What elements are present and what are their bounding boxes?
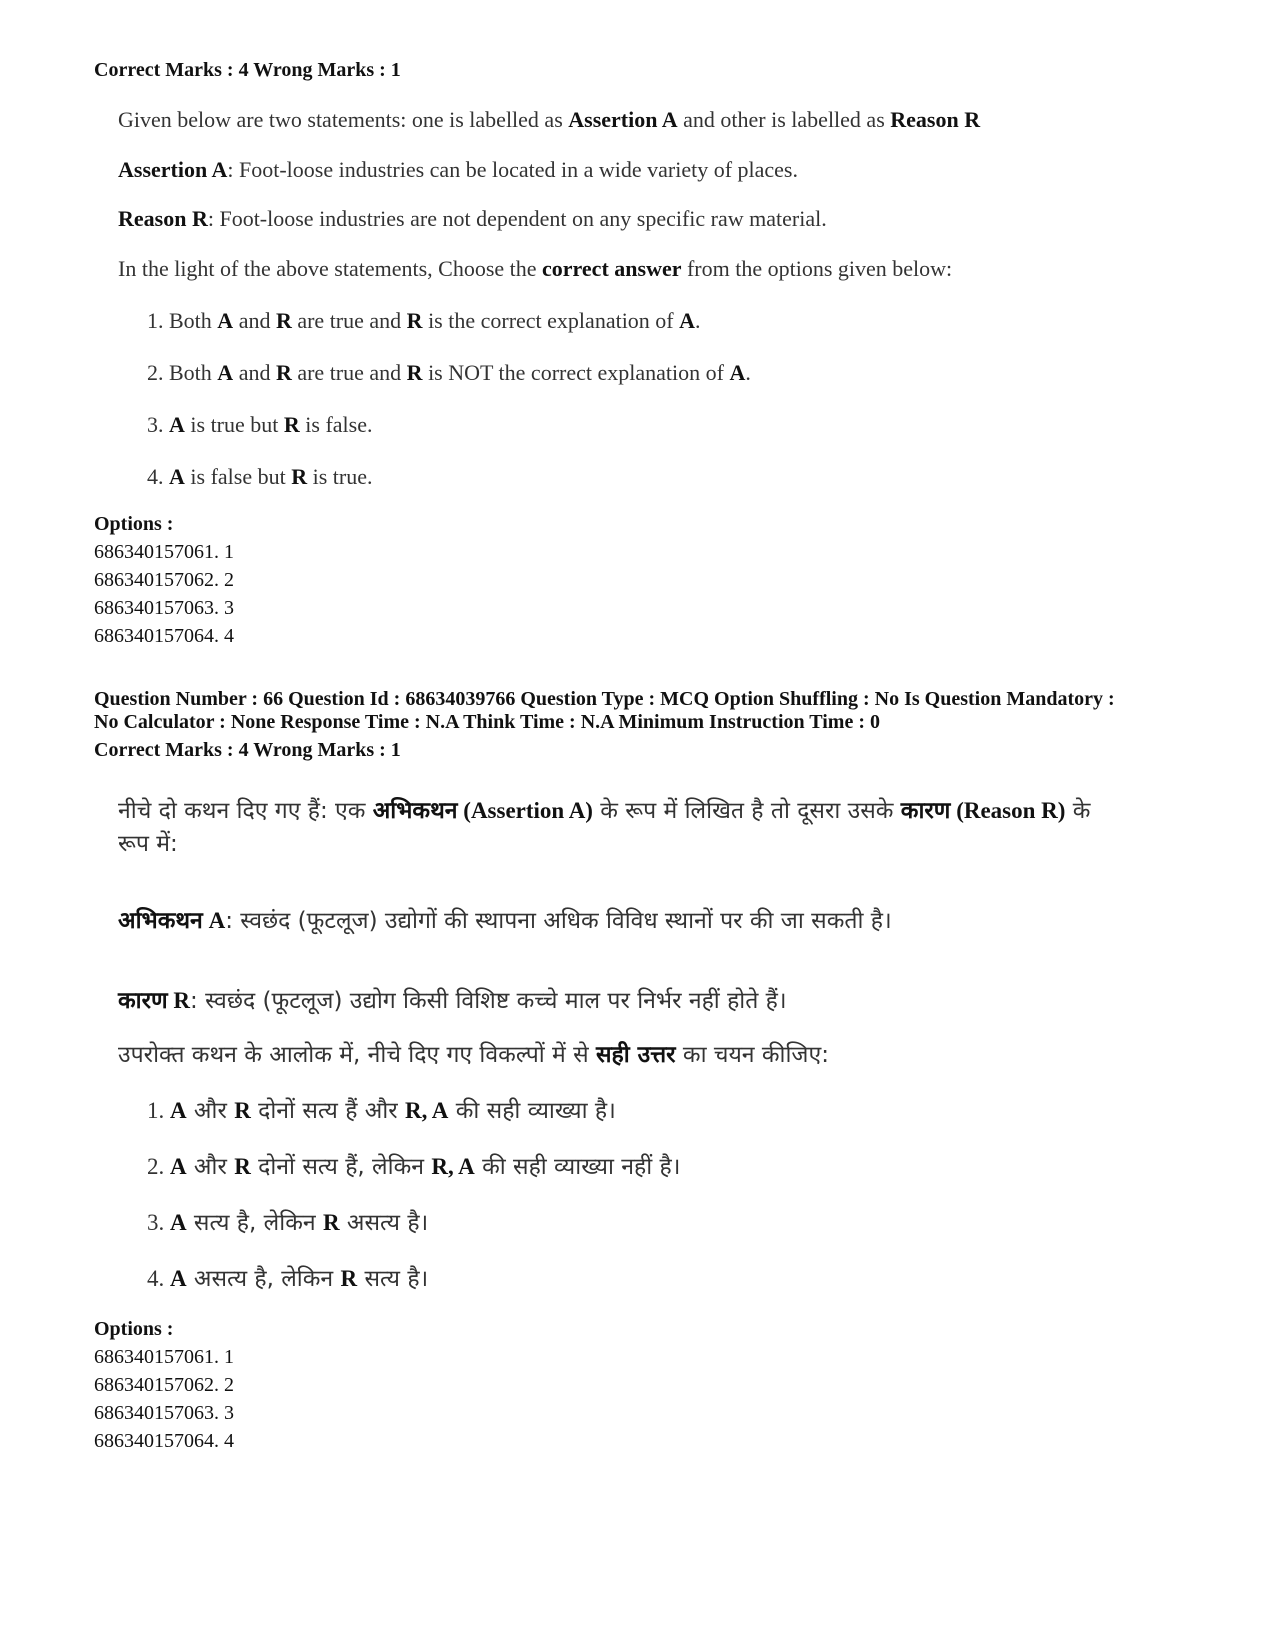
q66-instruction: उपरोक्त कथन के आलोक में, नीचे दिए गए विकल्पों में से सही उत्तर का चयन कीजिए: xyxy=(118,1042,829,1068)
q66-choice-1: 1. A और R दोनों सत्य हैं और R, A की सही व्याख्या है। xyxy=(147,1098,616,1124)
q65-marks: Correct Marks : 4 Wrong Marks : 1 xyxy=(94,59,401,81)
q66-header-line-1: Question Number : 66 Question Id : 68634039766 Question Type : MCQ Option Shuffling : No Is Question Mandatory : xyxy=(94,688,1115,710)
q66-choice-4: 4. A असत्य है, लेकिन R सत्य है। xyxy=(147,1266,429,1292)
q65-choice-4: 4. A is false but R is true. xyxy=(147,464,373,489)
q66-choice-2: 2. A और R दोनों सत्य हैं, लेकिन R, A की सही व्याख्या नहीं है। xyxy=(147,1154,681,1180)
q65-option-1: 686340157061. 1 xyxy=(94,541,234,563)
q65-reason: Reason R: Foot-loose industries are not dependent on any specific raw material. xyxy=(118,206,827,231)
q65-intro: Given below are two statements: one is labelled as Assertion A and other is labelled as Reason R xyxy=(118,107,981,132)
q65-choice-1: 1. Both A and R are true and R is the correct explanation of A. xyxy=(147,308,701,333)
q65-choice-2: 2. Both A and R are true and R is NOT the correct explanation of A. xyxy=(147,360,751,385)
q66-intro-line-2: रूप में: xyxy=(118,831,178,857)
q65-option-3: 686340157063. 3 xyxy=(94,597,234,619)
q66-options-label: Options : xyxy=(94,1318,174,1340)
q66-option-2: 686340157062. 2 xyxy=(94,1374,234,1396)
q66-intro: नीचे दो कथन दिए गए हैं: एक अभिकथन (Assertion A) के रूप में लिखित है तो दूसरा उसके कारण (Reason R) के xyxy=(118,798,1091,824)
q66-option-3: 686340157063. 3 xyxy=(94,1402,234,1424)
q65-assertion: Assertion A: Foot-loose industries can be located in a wide variety of places. xyxy=(118,157,798,182)
q66-option-4: 686340157064. 4 xyxy=(94,1430,234,1452)
q66-header-line-2: No Calculator : None Response Time : N.A Think Time : N.A Minimum Instruction Time : 0 xyxy=(94,711,880,733)
q65-choice-3: 3. A is true but R is false. xyxy=(147,412,373,437)
q66-reason: कारण R: स्वछंद (फूटलूज) उद्योग किसी विशिष्ट कच्चे माल पर निर्भर नहीं होते हैं। xyxy=(118,988,787,1014)
q66-option-1: 686340157061. 1 xyxy=(94,1346,234,1368)
q65-instruction: In the light of the above statements, Choose the correct answer from the options given below: xyxy=(118,256,953,281)
q66-marks: Correct Marks : 4 Wrong Marks : 1 xyxy=(94,739,401,761)
q65-option-4: 686340157064. 4 xyxy=(94,625,234,647)
q66-assertion: अभिकथन A: स्वछंद (फूटलूज) उद्योगों की स्थापना अधिक विविध स्थानों पर की जा सकती है। xyxy=(118,908,892,934)
q66-choice-3: 3. A सत्य है, लेकिन R असत्य है। xyxy=(147,1210,429,1236)
q65-options-label: Options : xyxy=(94,513,174,535)
q65-option-2: 686340157062. 2 xyxy=(94,569,234,591)
